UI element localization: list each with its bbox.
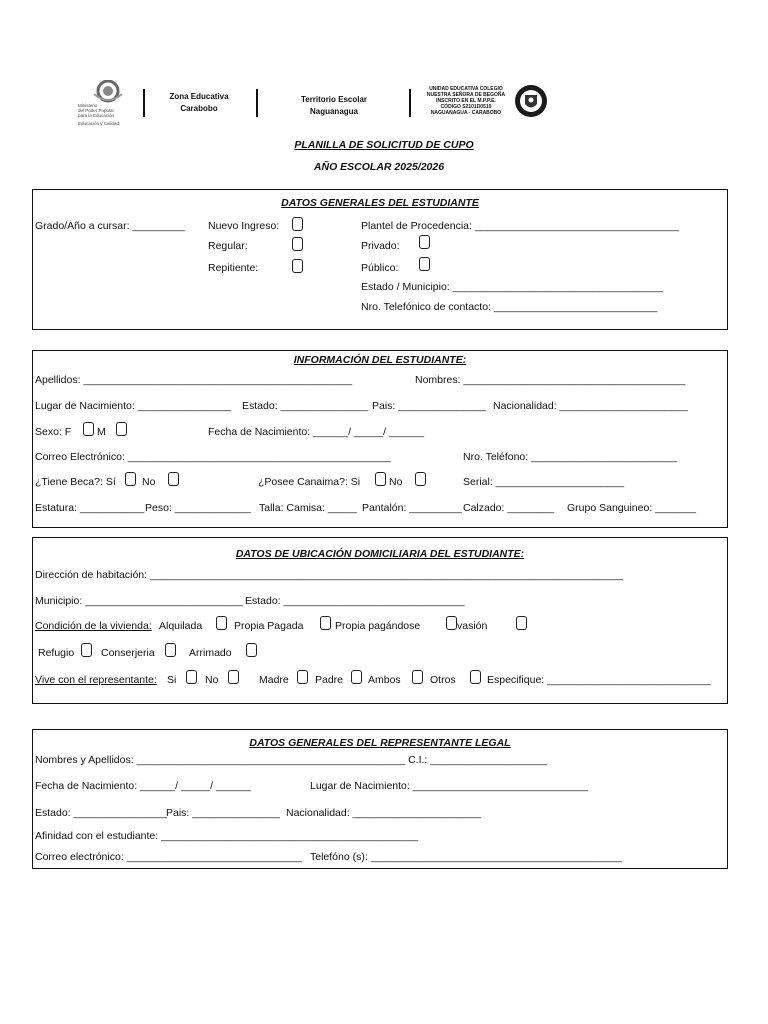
estatura-field[interactable]: Estatura: ___________: [35, 502, 145, 514]
canaima-no-checkbox[interactable]: [415, 472, 426, 486]
rep-nacionalidad-field[interactable]: Nacionalidad: ______________________: [286, 807, 482, 819]
rep-correo-field[interactable]: Correo electrónico: ______________________________: [35, 851, 302, 863]
document-title: PLANILLA DE SOLICITUD DE CUPO: [294, 139, 474, 151]
madre-label: Madre: [259, 674, 289, 686]
especifique-field[interactable]: Especifique: ____________________________: [487, 674, 711, 686]
canaima-no-label: No: [389, 476, 403, 488]
zona-educativa: [160, 91, 238, 115]
conserjeria-checkbox[interactable]: [165, 643, 176, 657]
direccion-field[interactable]: Dirección de habitación: _________________________________________________________________________________: [35, 569, 623, 581]
beca-label: ¿Tiene Beca?: Sí: [35, 476, 116, 488]
school-info: [420, 86, 512, 116]
section-title: DATOS GENERALES DEL ESTUDIANTE: [281, 197, 479, 209]
repitiente-label: Repitiente:: [208, 262, 259, 274]
school-line-4: CÓDIGO S2101D0510: [440, 104, 492, 110]
arrimado-label: Arrimado: [189, 647, 232, 659]
canaima-si-checkbox[interactable]: [375, 472, 386, 486]
propia-pagandose-checkbox[interactable]: [446, 616, 457, 630]
invasion-label: vasión: [457, 620, 488, 632]
ministry-line-3: para la Educación: [78, 113, 115, 118]
municipio-field[interactable]: Municipio: ___________________________: [35, 595, 243, 607]
divider: [409, 89, 411, 117]
pantalon-field[interactable]: Pantalón: _________: [362, 502, 462, 514]
alquilada-label: Alquilada: [159, 620, 203, 632]
propia-pagada-checkbox[interactable]: [320, 616, 331, 630]
section-title: DATOS DE UBICACIÓN DOMICILIARIA DEL ESTUDIANTE:: [235, 548, 525, 560]
estado-field[interactable]: Estado: _______________: [242, 400, 369, 412]
zona-line-2: Carabobo: [180, 104, 218, 113]
beca-no-checkbox[interactable]: [168, 472, 179, 486]
nuevo-ingreso-label: Nuevo Ingreso:: [208, 220, 280, 232]
correo-field[interactable]: Correo Electrónico: _____________________________________________: [35, 451, 391, 463]
otros-label: Otros: [430, 674, 456, 686]
ministry-slogan: Educación y Calidad: [78, 121, 120, 126]
ministry-logo-text: [78, 103, 119, 126]
sexo-m-checkbox[interactable]: [116, 422, 127, 436]
school-line-5: NAGUANAGUA - CARABOBO: [430, 110, 502, 116]
nuevo-ingreso-checkbox[interactable]: [292, 217, 303, 231]
condicion-vivienda-label: Condición de la vivienda:: [35, 620, 152, 632]
ambos-checkbox[interactable]: [412, 670, 423, 684]
fecha-nacimiento-field[interactable]: Fecha de Nacimiento: ______/ _____/ ______: [208, 426, 424, 438]
vive-si-label: Si: [167, 674, 177, 686]
invasion-checkbox[interactable]: [516, 616, 527, 630]
publico-label: Público:: [361, 262, 399, 274]
territorio-escolar: [290, 94, 378, 118]
pais-field[interactable]: Pais: _______________: [372, 400, 486, 412]
section-title: INFORMACIÓN DEL ESTUDIANTE:: [293, 354, 467, 366]
rep-afinidad-field[interactable]: Afinidad con el estudiante: ____________________________________________: [35, 830, 419, 842]
otros-checkbox[interactable]: [470, 670, 481, 684]
vive-si-checkbox[interactable]: [186, 670, 197, 684]
school-crest-icon: [513, 84, 549, 118]
rep-lugar-nacimiento-field[interactable]: Lugar de Nacimiento: ______________________________: [310, 780, 588, 792]
rep-fecha-nacimiento-field[interactable]: Fecha de Nacimiento: ______/ _____/ ______: [35, 780, 251, 792]
ambos-label: Ambos: [368, 674, 401, 686]
school-line-2: NUESTRA SEÑORA DE BEGOÑA: [426, 92, 506, 98]
vive-no-checkbox[interactable]: [228, 670, 239, 684]
lugar-nacimiento-field[interactable]: Lugar de Nacimiento: ________________: [35, 400, 232, 412]
rep-nombres-field[interactable]: Nombres y Apellidos: ______________________________________________ C.I.: ____________________: [35, 754, 548, 766]
section-title: DATOS GENERALES DEL REPRESENTANTE LEGAL: [249, 737, 511, 749]
nacionalidad-field[interactable]: Nacionalidad: ______________________: [493, 400, 689, 412]
rep-telefono-field[interactable]: Telefóno (s): ___________________________________________: [310, 851, 622, 863]
rep-estado-field[interactable]: Estado: ________________: [35, 807, 167, 819]
divider: [256, 89, 258, 117]
grado-field[interactable]: Grado/Año a cursar: _________: [35, 220, 186, 232]
vive-con-label: Vive con el representante:: [35, 674, 157, 686]
section-representante-legal: [32, 729, 728, 869]
nombres-field[interactable]: Nombres: ______________________________________: [415, 374, 686, 386]
school-line-1: UNIDAD EDUCATIVA COLEGIO: [429, 86, 503, 92]
privado-label: Privado:: [361, 240, 400, 252]
sexo-m-label: M: [97, 426, 106, 438]
madre-checkbox[interactable]: [297, 670, 308, 684]
ministry-line-1: Ministerio: [78, 103, 98, 108]
propia-pagada-label: Propia Pagada: [234, 620, 304, 632]
arrimado-checkbox[interactable]: [246, 643, 257, 657]
regular-label: Regular:: [208, 240, 248, 252]
peso-field[interactable]: Peso: _____________: [145, 502, 251, 514]
propia-pagandose-label: Propia pagándose: [335, 620, 421, 632]
serial-field[interactable]: Serial: ______________________: [463, 476, 625, 488]
regular-checkbox[interactable]: [292, 237, 303, 251]
divider: [143, 89, 145, 117]
estado-field[interactable]: Estado: _______________________________: [245, 595, 465, 607]
canaima-label: ¿Posee Canaima?: Si: [258, 476, 361, 488]
territorio-line-2: Naguanagua: [309, 107, 358, 116]
nro-telefono-field[interactable]: Nro. Teléfono: _________________________: [463, 451, 678, 463]
publico-checkbox[interactable]: [419, 257, 430, 271]
alquilada-checkbox[interactable]: [216, 616, 227, 630]
territorio-line-1: Territorio Escolar: [300, 95, 368, 104]
plantel-procedencia-field[interactable]: Plantel de Procedencia: ___________________________________: [361, 220, 680, 232]
ministry-line-2: del Poder Popular: [78, 108, 115, 113]
vive-no-label: No: [205, 674, 219, 686]
padre-checkbox[interactable]: [351, 670, 362, 684]
school-year: AÑO ESCOLAR 2025/2026: [313, 161, 445, 173]
rep-pais-field[interactable]: Pais: _______________: [166, 807, 280, 819]
privado-checkbox[interactable]: [419, 235, 430, 249]
conserjeria-label: Conserjeria: [101, 647, 155, 659]
beca-no-label: No: [142, 476, 156, 488]
sexo-f-checkbox[interactable]: [83, 422, 94, 436]
repitiente-checkbox[interactable]: [292, 259, 303, 273]
refugio-checkbox[interactable]: [81, 643, 92, 657]
camisa-field[interactable]: Talla: Camisa: _____: [259, 502, 358, 514]
estado-municipio-field[interactable]: Estado / Municipio: ____________________________________: [361, 281, 663, 293]
refugio-label: Refugio: [38, 647, 75, 659]
beca-si-checkbox[interactable]: [125, 472, 136, 486]
apellidos-field[interactable]: Apellidos: ______________________________________________: [35, 374, 353, 386]
zona-line-1: Zona Educativa: [169, 92, 229, 101]
school-line-3: INSCRITO EN EL M.P.P.E.: [436, 98, 496, 104]
telefono-contacto-field[interactable]: Nro. Telefónico de contacto: ____________________________: [361, 301, 658, 313]
padre-label: Padre: [315, 674, 344, 686]
grupo-sanguineo-field[interactable]: Grupo Sanguineo: _______: [567, 502, 697, 514]
calzado-field[interactable]: Calzado: ________: [463, 502, 555, 514]
sexo-label: Sexo: F: [35, 426, 72, 438]
